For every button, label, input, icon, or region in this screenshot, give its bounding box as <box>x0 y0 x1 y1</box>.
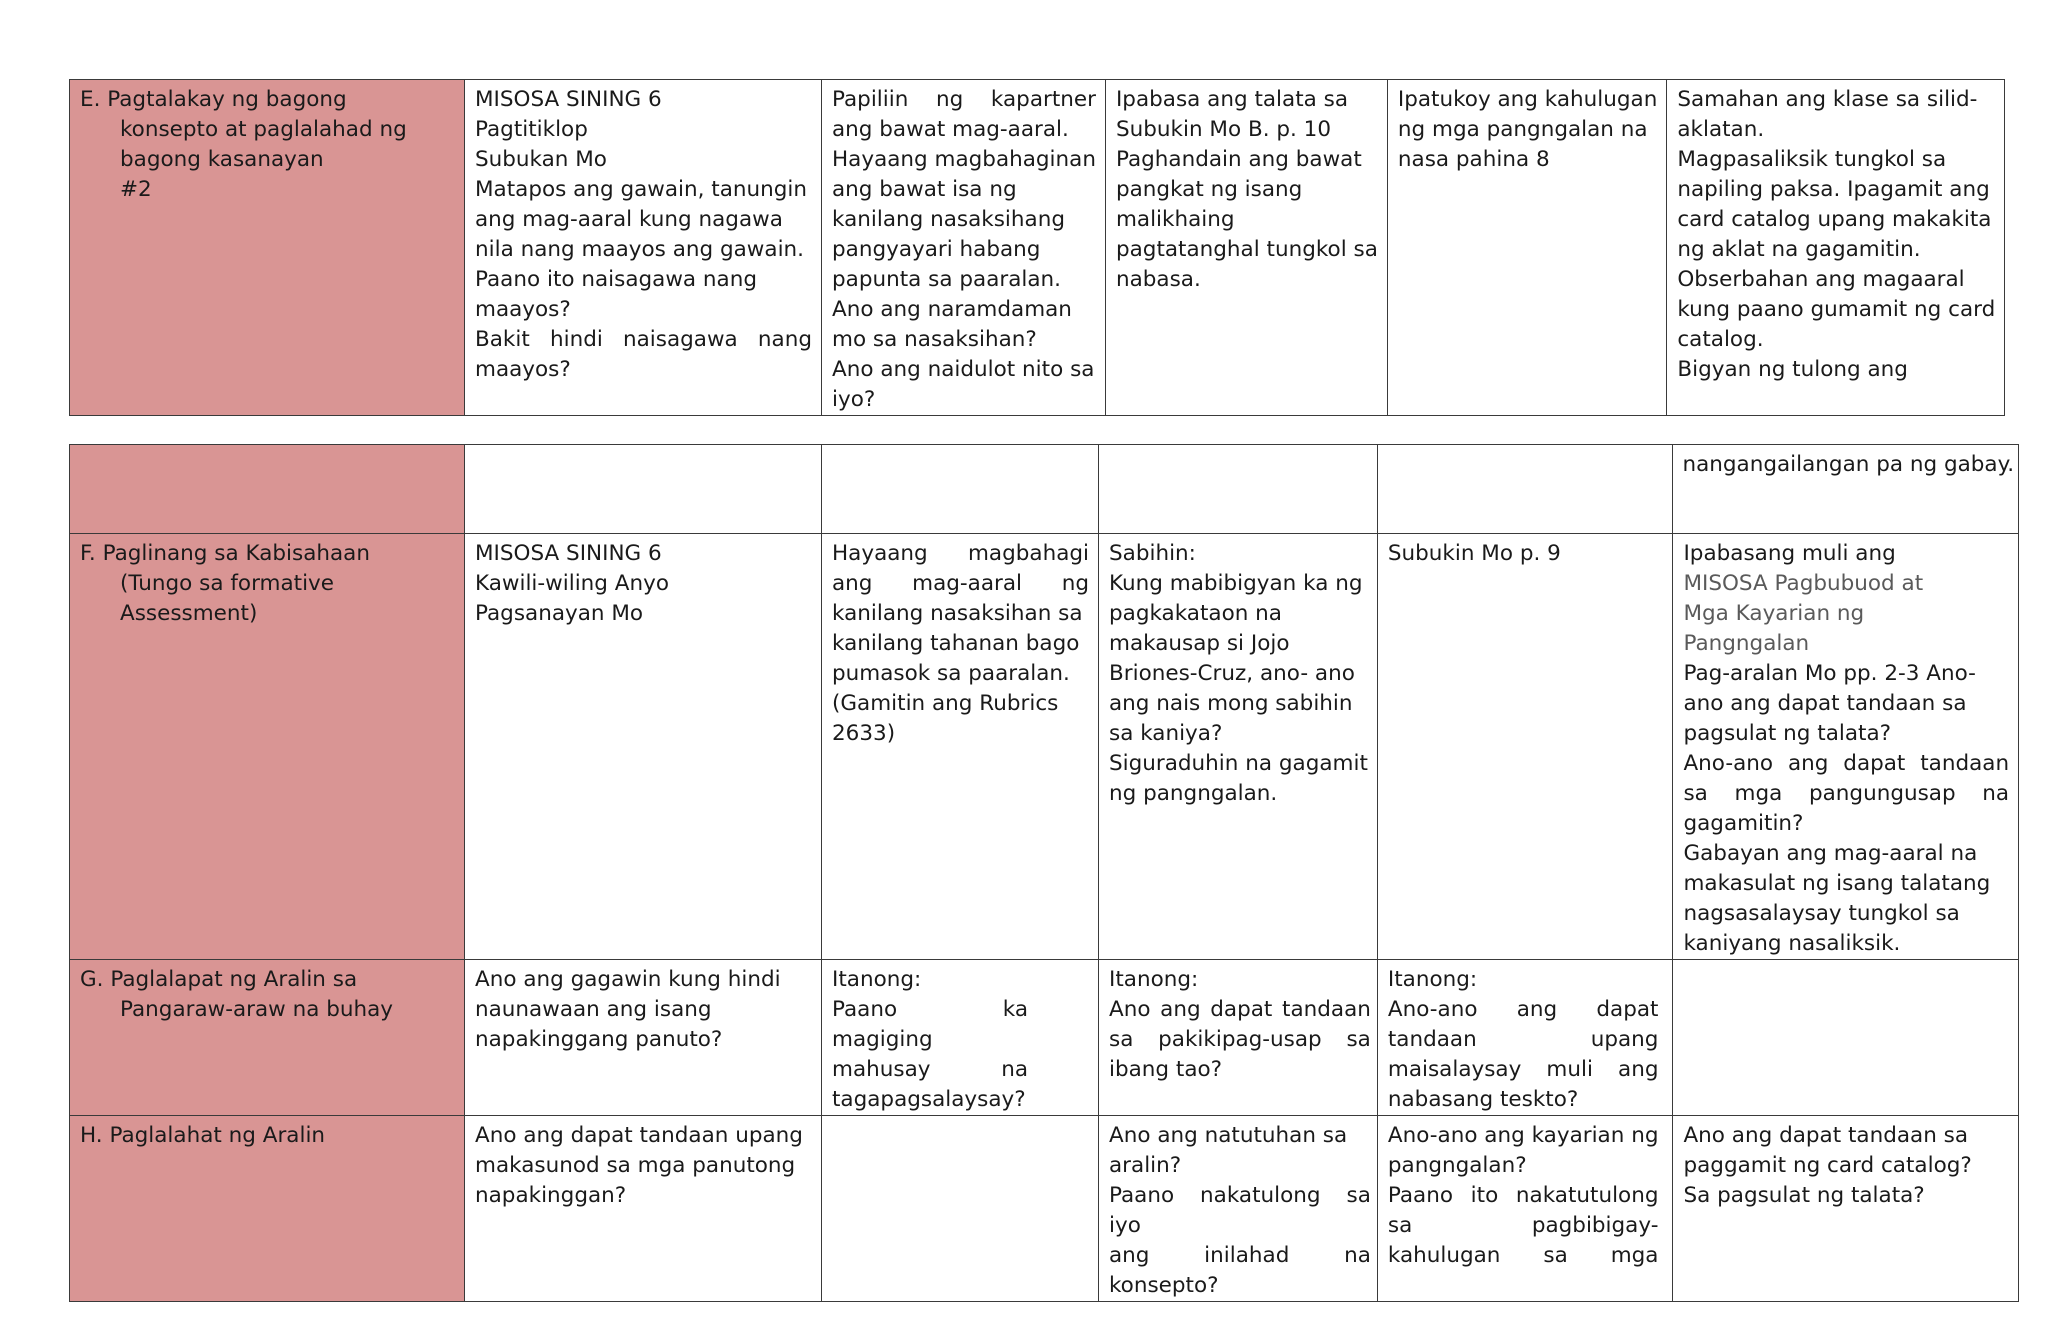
cell-line: paggamit ng card catalog? <box>1683 1153 1972 1178</box>
cell-e-day3 <box>1105 80 1387 416</box>
cell-line: Siguraduhin na gagamit <box>1109 751 1368 776</box>
row-label-e <box>70 80 465 416</box>
cell-line: kanilang nasaksihan sa <box>832 601 1083 626</box>
cell-line: Paano ito naisagawa nang <box>475 267 757 292</box>
cell-e-day2 <box>822 80 1106 416</box>
cell-f-day2 <box>822 534 1099 960</box>
cell-line: pumasok sa paaralan. <box>832 661 1070 686</box>
cell-line: Pangngalan <box>1683 631 1810 656</box>
cell-line: Itanong: <box>832 967 922 992</box>
cell-line: pagkakataon na <box>1109 601 1282 626</box>
cell-line: mo sa nasaksihan? <box>832 327 1037 352</box>
cell-line: Pagtitiklop <box>475 117 588 142</box>
cell-line: Ipabasa ang talata sa <box>1115 87 1349 112</box>
cell-line: Ano ang natutuhan sa <box>1109 1123 1348 1148</box>
cell-line: makasunod sa mga panutong <box>475 1153 796 1178</box>
cell-cont-day5 <box>1673 445 2019 534</box>
table-row-g <box>70 960 2019 1116</box>
cell-line: Ipabasang muli ang <box>1683 541 1896 566</box>
cell-line: ng mga pangngalan na <box>1397 117 1648 142</box>
cell-line: Kung mabibigyan ka ng <box>1109 571 1363 596</box>
cell-line: Pagsanayan Mo <box>475 601 644 626</box>
cell-g-day1 <box>465 960 822 1116</box>
cell-line: nabasa. <box>1115 267 1201 292</box>
cell-line: Ano ang gagawin kung hindi <box>475 967 781 992</box>
cell-line: kanilang nasaksihang <box>832 207 1065 232</box>
cell-f-day4 <box>1377 534 1673 960</box>
cell-line: Matapos ang gawain, tanungin <box>475 177 808 202</box>
row-label-line: H. Paglalahat ng Aralin <box>80 1123 326 1148</box>
cell-line: Ano-ano ang dapat tandaan <box>1683 751 2010 776</box>
cell-line: Itanong: <box>1109 967 1199 992</box>
cell-line: napiling paksa. Ipagamit ang <box>1677 177 1990 202</box>
cell-line: Paano ka <box>832 997 1028 1022</box>
cell-line: tandaan upang <box>1387 1027 1659 1052</box>
cell-h-day2 <box>822 1116 1099 1302</box>
cell-line: Samahan ang klase sa silid- <box>1677 87 1978 112</box>
row-label-line: Assessment) <box>120 601 258 626</box>
cell-line: Papiliin ng kapartner <box>832 87 1096 112</box>
cell-line: makasulat ng isang talatang <box>1683 871 1991 896</box>
cell-line: papunta sa paaralan. <box>832 267 1061 292</box>
table-row-e <box>70 80 2005 416</box>
cell-e-day1 <box>465 80 822 416</box>
cell-line: Ano ang naidulot nito sa <box>832 357 1095 382</box>
cell-line: sa pakikipag-usap sa <box>1109 1027 1371 1052</box>
cell-line: kung paano gumamit ng card <box>1677 297 1996 322</box>
cell-line: Sabihin: <box>1109 541 1196 566</box>
cell-line: kanilang tahanan bago <box>832 631 1080 656</box>
cell-line: konsepto? <box>1109 1273 1219 1298</box>
lesson-table-top <box>69 79 2005 416</box>
cell-line: Bigyan ng tulong ang <box>1677 357 1908 382</box>
cell-line: Itanong: <box>1387 967 1478 992</box>
cell-line: (Gamitin ang Rubrics <box>832 691 1059 716</box>
cell-line: Paano ito nakatutulong <box>1387 1183 1659 1208</box>
cell-e-day5 <box>1667 80 2005 416</box>
cell-line: maisalaysay muli ang <box>1387 1057 1659 1082</box>
cell-line: tagapagsalaysay? <box>832 1087 1026 1112</box>
cell-line: Sa pagsulat ng talata? <box>1683 1183 1925 1208</box>
cell-line: ano ang dapat tandaan sa <box>1683 691 1967 716</box>
cell-line: Ano ang dapat tandaan upang <box>475 1123 803 1148</box>
cell-line: Subukin Mo B. p. 10 <box>1115 117 1332 142</box>
cell-line: nangangailangan pa ng gabay. <box>1682 452 2015 477</box>
cell-line: pagsulat ng talata? <box>1683 721 1892 746</box>
cell-line: catalog. <box>1677 327 1764 352</box>
cell-line: ang inilahad na <box>1109 1243 1371 1268</box>
cell-cont-day2 <box>822 445 1099 534</box>
cell-line: ang nais mong sabihin <box>1109 691 1353 716</box>
cell-line: Ano ang dapat tandaan sa <box>1683 1123 1969 1148</box>
cell-line: Magpasaliksik tungkol sa <box>1677 147 1947 172</box>
cell-h-day1 <box>465 1116 822 1302</box>
cell-line: sa kaniya? <box>1109 721 1223 746</box>
cell-line: Bakit hindi naisagawa nang <box>475 327 812 352</box>
cell-line: Subukan Mo <box>475 147 607 172</box>
cell-line: nagsasalaysay tungkol sa <box>1683 901 1960 926</box>
cell-line: sa mga pangungusap na <box>1683 781 2010 806</box>
cell-line: nasa pahina 8 <box>1397 147 1550 172</box>
cell-line: ang bawat mag-aaral. <box>832 117 1069 142</box>
row-label-line: #2 <box>120 177 152 202</box>
cell-h-day5 <box>1673 1116 2019 1302</box>
cell-g-day4 <box>1377 960 1673 1116</box>
cell-line: malikhaing <box>1115 207 1235 232</box>
cell-line: MISOSA Pagbubuod at <box>1683 571 1924 596</box>
cell-line: Ano-ano ang dapat <box>1387 997 1659 1022</box>
cell-line: ang mag-aaral kung nagawa <box>475 207 783 232</box>
cell-line: Paano nakatulong sa iyo <box>1109 1183 1371 1238</box>
cell-line: aklatan. <box>1677 117 1765 142</box>
cell-line: ang bawat isa ng <box>832 177 1017 202</box>
cell-line: Hayaang magbahaginan <box>832 147 1096 172</box>
cell-line: pangyayari habang <box>832 237 1041 262</box>
cell-line: pangkat ng isang <box>1115 177 1303 202</box>
cell-f-day5 <box>1673 534 2019 960</box>
cell-line: napakinggan? <box>475 1183 627 1208</box>
cell-line: Ano ang dapat tandaan <box>1109 997 1371 1022</box>
cell-line: makausap si Jojo <box>1109 631 1290 656</box>
row-label-line: bagong kasanayan <box>120 147 324 172</box>
cell-line: mahusay na <box>832 1057 1028 1082</box>
cell-line: Paghandain ang bawat <box>1115 147 1362 172</box>
row-label-continuation <box>70 445 465 534</box>
cell-line: pagtatanghal tungkol sa <box>1115 237 1378 262</box>
cell-line: kahulugan sa mga <box>1387 1243 1659 1268</box>
cell-f-day1 <box>465 534 822 960</box>
cell-g-day3 <box>1099 960 1378 1116</box>
cell-line: pangngalan? <box>1387 1153 1527 1178</box>
cell-line: Mga Kayarian ng <box>1683 601 1865 626</box>
cell-line: iyo? <box>832 387 876 412</box>
cell-g-day5 <box>1673 960 2019 1116</box>
cell-line: Subukin Mo p. 9 <box>1387 541 1561 566</box>
cell-line: nabasang teskto? <box>1387 1087 1579 1112</box>
cell-line: Ipatukoy ang kahulugan <box>1397 87 1658 112</box>
cell-line: Ano-ano ang kayarian ng <box>1387 1123 1659 1148</box>
cell-line: MISOSA SINING 6 <box>475 541 662 566</box>
cell-line: gagamitin? <box>1683 811 1804 836</box>
cell-line: 2633) <box>832 721 896 746</box>
cell-cont-day1 <box>465 445 822 534</box>
cell-line: napakinggang panuto? <box>475 1027 723 1052</box>
cell-line: ibang tao? <box>1109 1057 1223 1082</box>
cell-line: nila nang maayos ang gawain. <box>475 237 804 262</box>
cell-line: card catalog upang makakita <box>1677 207 1992 232</box>
row-label-line: Pangaraw-araw na buhay <box>120 997 394 1022</box>
cell-f-day3 <box>1099 534 1378 960</box>
cell-line: ng aklat na gagamitin. <box>1677 237 1921 262</box>
row-label-h <box>70 1116 465 1302</box>
cell-h-day4 <box>1377 1116 1673 1302</box>
cell-line: MISOSA SINING 6 <box>475 87 662 112</box>
cell-line: Obserbahan ang magaaral <box>1677 267 1965 292</box>
cell-line: Gabayan ang mag-aaral na <box>1683 841 1978 866</box>
cell-line: ng pangngalan. <box>1109 781 1278 806</box>
row-label-g <box>70 960 465 1116</box>
cell-line: Hayaang magbahagi <box>832 541 1089 566</box>
row-label-line: konsepto at paglalahad ng <box>120 117 407 142</box>
cell-line: ang mag-aaral ng <box>832 571 1089 596</box>
table-row-f <box>70 534 2019 960</box>
cell-line: kaniyang nasaliksik. <box>1683 931 1901 956</box>
cell-h-day3 <box>1099 1116 1378 1302</box>
cell-g-day2 <box>822 960 1099 1116</box>
cell-line: Kawili-wiling Anyo <box>475 571 669 596</box>
row-label-line: (Tungo sa formative <box>120 571 335 596</box>
cell-line: Ano ang naramdaman <box>832 297 1072 322</box>
cell-line: Pag-aralan Mo pp. 2-3 Ano- <box>1683 661 1976 686</box>
cell-cont-day4 <box>1377 445 1673 534</box>
row-label-f <box>70 534 465 960</box>
cell-line: aralin? <box>1109 1153 1182 1178</box>
table-row-continuation <box>70 445 2019 534</box>
row-label-line: F. Paglinang sa Kabisahaan <box>80 541 370 566</box>
cell-line: maayos? <box>475 357 571 382</box>
row-label-line: G. Paglalapat ng Aralin sa <box>80 967 358 992</box>
lesson-table-bottom <box>69 444 2019 1302</box>
cell-line: maayos? <box>475 297 571 322</box>
cell-line: naunawaan ang isang <box>475 997 712 1022</box>
cell-line: sa pagbibigay- <box>1387 1213 1659 1238</box>
cell-cont-day3 <box>1099 445 1378 534</box>
row-label-line: E. Pagtalakay ng bagong <box>80 87 347 112</box>
cell-line: magiging <box>832 1027 933 1052</box>
cell-e-day4 <box>1387 80 1666 416</box>
cell-line: Briones-Cruz, ano- ano <box>1109 661 1355 686</box>
table-row-h <box>70 1116 2019 1302</box>
